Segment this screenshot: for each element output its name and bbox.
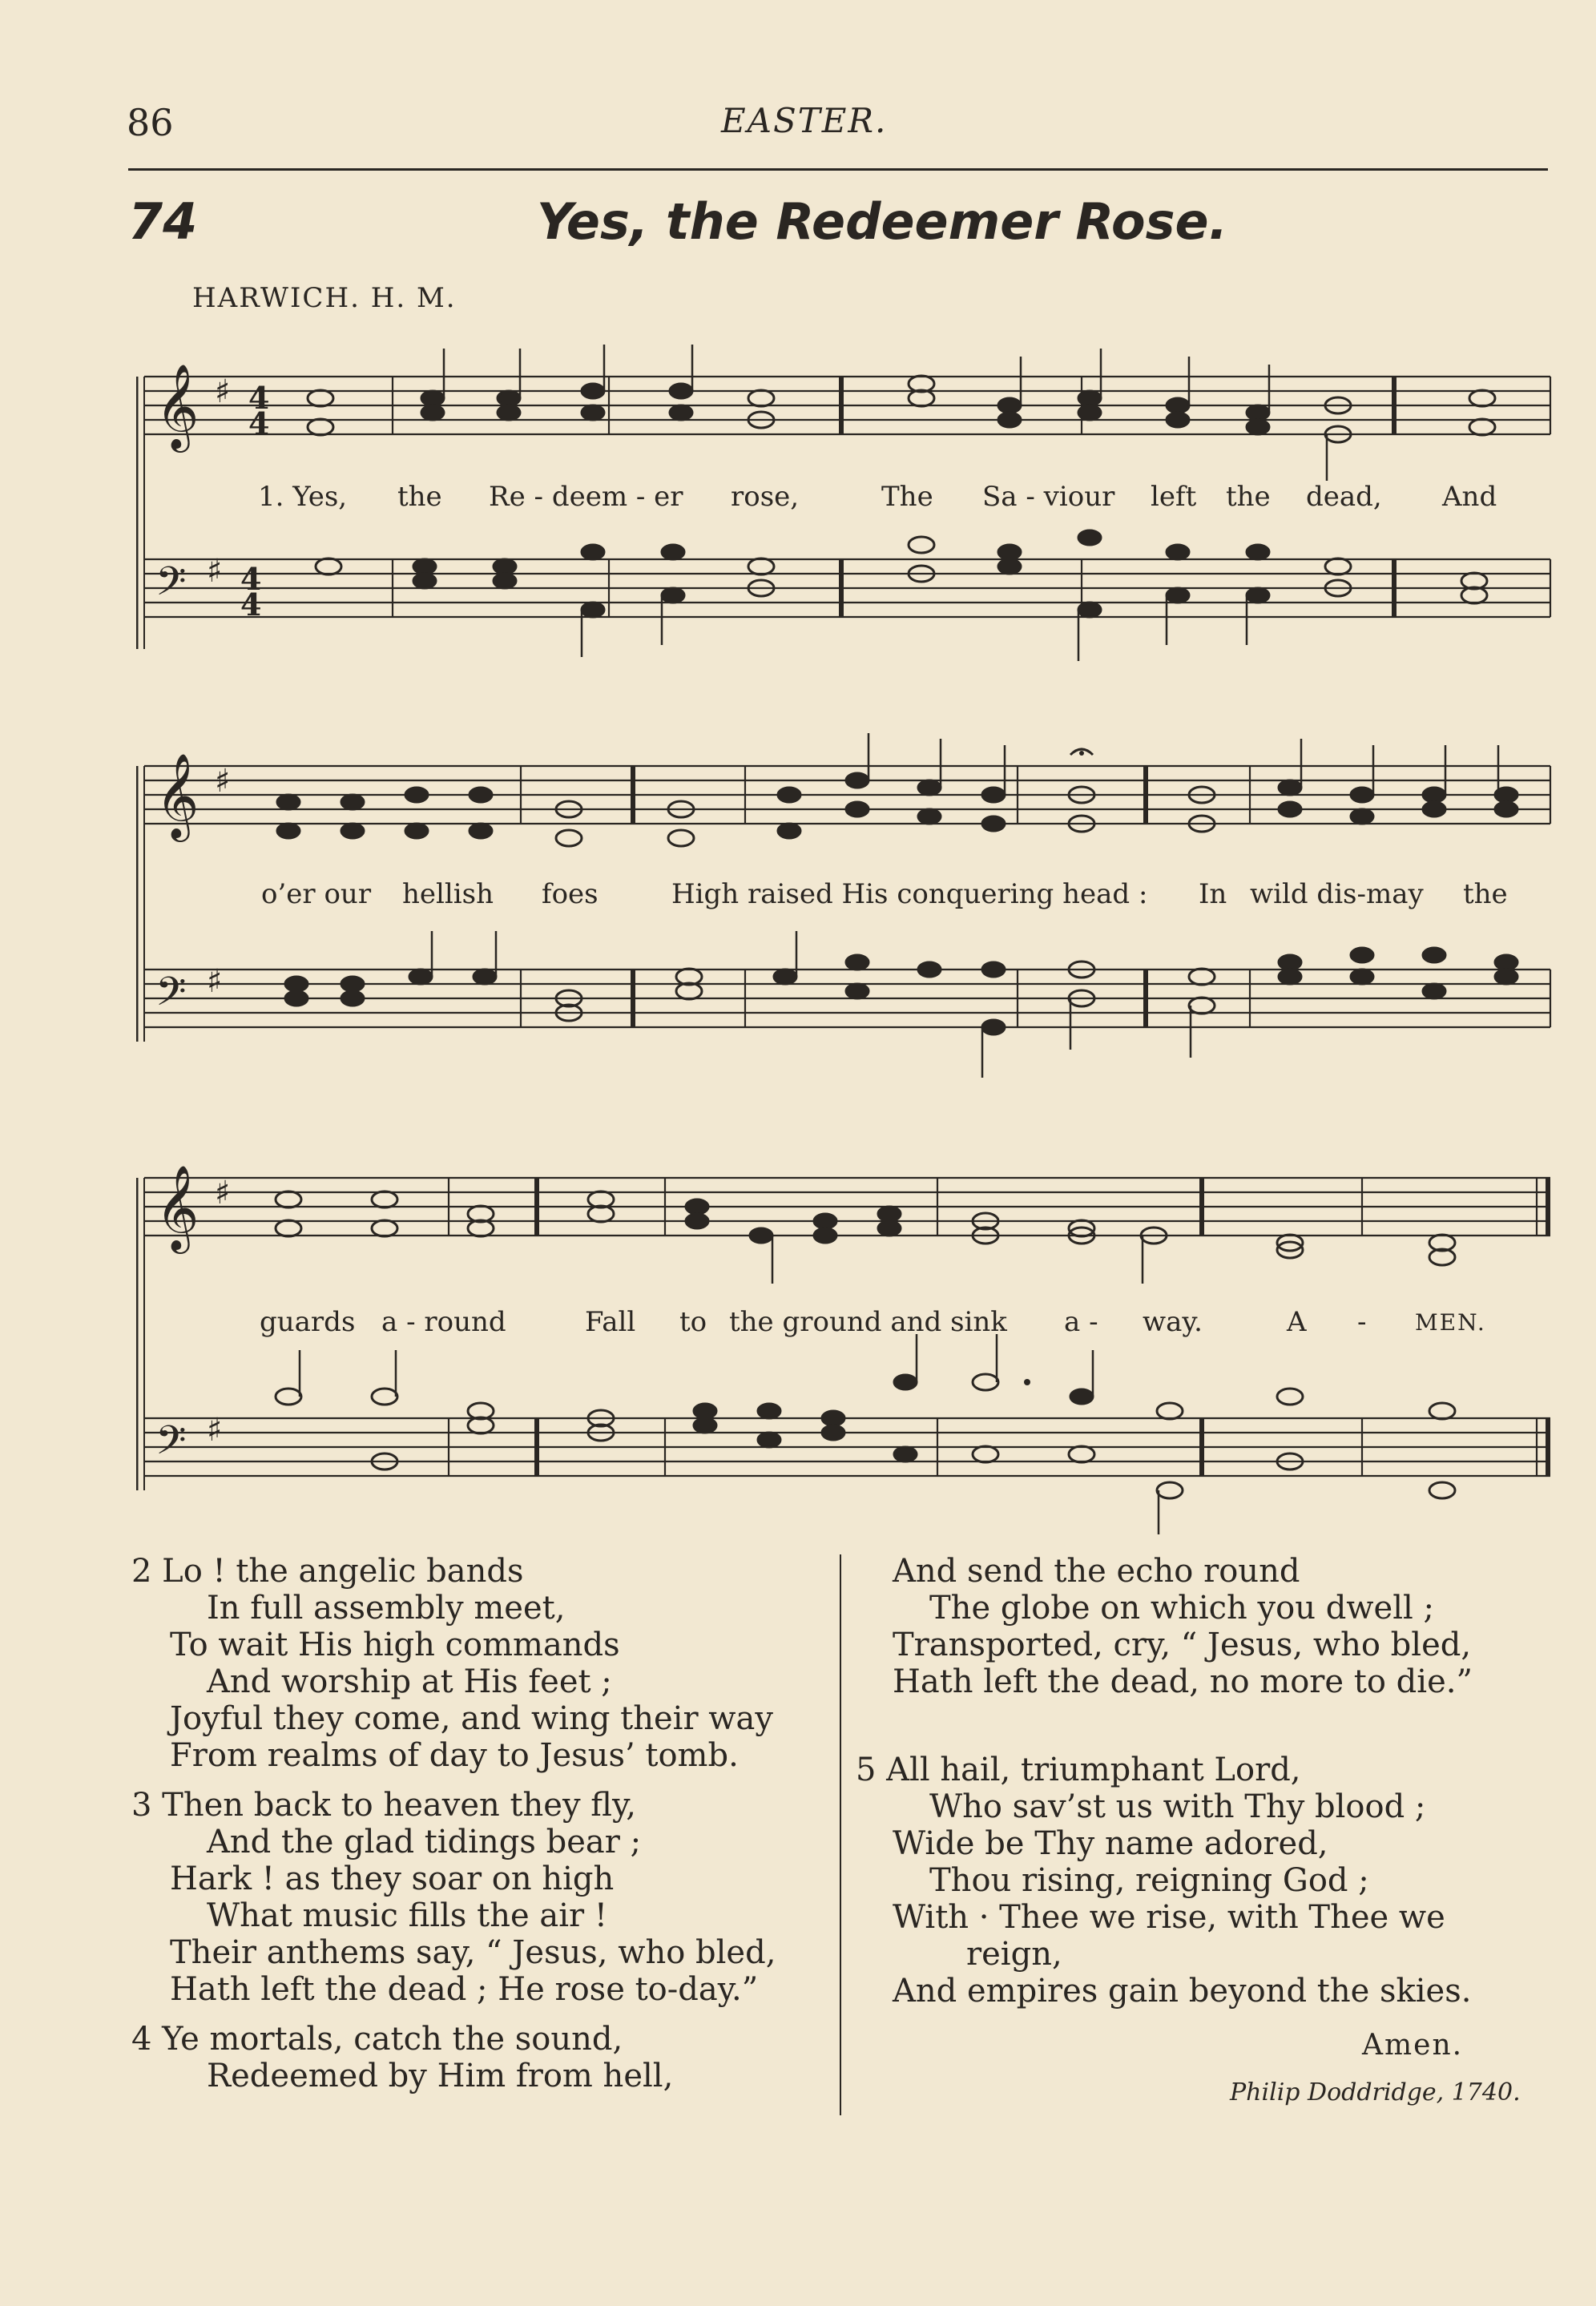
lyric-syllable: a - round — [381, 1306, 506, 1338]
verse-line: Thou rising, reigning God ; — [929, 1862, 1369, 1899]
verse-line: And the glad tidings bear ; — [207, 1824, 642, 1861]
lyric-syllable: left — [1151, 481, 1197, 513]
verse-line: Redeemed by Him from hell, — [207, 2058, 674, 2094]
svg-text:♯: ♯ — [215, 763, 231, 800]
verse-3 — [131, 1787, 828, 2008]
verse-number: 2 — [131, 1553, 152, 1590]
verse-line: With · Thee we rise, with Thee we — [893, 1899, 1445, 1936]
lyric-syllable: dead, — [1306, 481, 1382, 513]
verse-2 — [131, 1553, 828, 1774]
svg-text:𝄞: 𝄞 — [155, 752, 200, 838]
svg-text:𝄢: 𝄢 — [155, 969, 187, 1025]
verse-line: Their anthems say, “ Jesus, who bled, — [170, 1934, 776, 1971]
lyric-syllable: A — [1287, 1306, 1307, 1338]
verse-4-continued — [856, 1553, 1553, 1700]
lyric-syllable: way. — [1143, 1306, 1203, 1338]
lyric-syllable: Re - deem - er — [489, 481, 683, 513]
lyric-syllable: And — [1442, 481, 1497, 513]
verse-line: reign, — [966, 1936, 1062, 1973]
svg-text:𝄞: 𝄞 — [155, 1164, 200, 1250]
verse-line: The globe on which you dwell ; — [929, 1590, 1434, 1627]
verse-line: Ye mortals, catch the sound, — [162, 2021, 623, 2058]
svg-text:𝄞: 𝄞 — [155, 363, 200, 449]
verse-4 — [131, 2021, 828, 2094]
svg-text:♯: ♯ — [215, 1175, 231, 1211]
svg-text:4: 4 — [240, 561, 262, 597]
svg-text:♯: ♯ — [207, 1412, 223, 1449]
lyric-syllable: o’er our — [261, 878, 372, 910]
lyric-syllable: In — [1199, 878, 1227, 910]
running-head: EASTER. — [721, 101, 888, 140]
verse-line: Hark ! as they soar on high — [170, 1861, 615, 1897]
verse-number: 4 — [131, 2021, 152, 2058]
lyric-syllable: the — [1226, 481, 1271, 513]
svg-text:♯: ♯ — [207, 553, 223, 590]
verse-line: All hail, triumphant Lord, — [886, 1752, 1301, 1788]
verse-line: And empires gain beyond the skies. — [893, 1973, 1472, 2010]
column-divider — [840, 1554, 841, 2115]
lyric-syllable: Fall — [585, 1306, 636, 1338]
lyric-syllable: hellish — [402, 878, 494, 910]
lyric-syllable: guards — [260, 1306, 356, 1338]
svg-text:4: 4 — [240, 587, 262, 623]
music-system-1 — [136, 345, 1554, 681]
verses-right-column — [856, 1553, 1553, 2010]
header-rule — [128, 168, 1548, 171]
author-credit: Philip Doddridge, 1740. — [1230, 2078, 1521, 2106]
lyric-syllable: a - — [1064, 1306, 1098, 1338]
svg-text:♯: ♯ — [207, 963, 223, 1000]
lyric-syllable: High raised His conquering head : — [671, 878, 1148, 910]
amen-text: Amen. — [1362, 2029, 1464, 2062]
hymn-title: Yes, the Redeemer Rose. — [537, 192, 1228, 251]
verse-line: Who sav’st us with Thy blood ; — [929, 1788, 1426, 1825]
verse-line: To wait His high commands — [170, 1627, 620, 1663]
verse-number: 3 — [131, 1787, 152, 1824]
lyric-syllable: the — [1463, 878, 1508, 910]
verse-line: Wide be Thy name adored, — [893, 1825, 1328, 1862]
verse-line: What music fills the air ! — [207, 1897, 607, 1934]
verse-line: Hath left the dead ; He rose to-day.” — [170, 1971, 759, 2008]
verse-line: And send the echo round — [893, 1553, 1300, 1590]
lyric-syllable: foes — [542, 878, 598, 910]
tune-name: HARWICH. H. M. — [192, 282, 457, 314]
verse-line: Joyful they come, and wing their way — [170, 1700, 773, 1737]
svg-text:4: 4 — [248, 405, 270, 441]
hymn-number: 74 — [128, 192, 198, 251]
verses-left-column — [131, 1553, 828, 2094]
verse-line: Then back to heaven they fly, — [162, 1787, 636, 1824]
svg-text:𝄢: 𝄢 — [155, 558, 187, 615]
lyric-syllable: MEN. — [1415, 1309, 1486, 1336]
lyric-syllable: to — [679, 1306, 707, 1338]
svg-text:♯: ♯ — [215, 373, 231, 410]
verse-line: Hath left the dead, no more to die.” — [893, 1663, 1473, 1700]
svg-text:𝄢: 𝄢 — [155, 1417, 187, 1474]
lyric-syllable: the ground and sink — [729, 1306, 1007, 1338]
lyric-syllable: the — [397, 481, 442, 513]
lyric-syllable: 1. Yes, — [258, 481, 348, 513]
verse-5 — [856, 1752, 1553, 2010]
lyric-syllable: Sa - viour — [982, 481, 1115, 513]
verse-line: Transported, cry, “ Jesus, who bled, — [893, 1627, 1472, 1663]
verse-line: And worship at His feet ; — [207, 1663, 612, 1700]
lyric-syllable: rose, — [731, 481, 800, 513]
verse-line: Lo ! the angelic bands — [162, 1553, 524, 1590]
lyric-syllable: The — [881, 481, 933, 513]
verse-line: In full assembly meet, — [207, 1590, 566, 1627]
verse-line: From realms of day to Jesus’ tomb. — [170, 1737, 739, 1774]
lyric-syllable: wild dis-may — [1250, 878, 1424, 910]
svg-text:4: 4 — [248, 380, 270, 416]
lyric-syllable: - — [1357, 1306, 1367, 1338]
verse-number: 5 — [856, 1752, 877, 1788]
page-number: 86 — [127, 101, 174, 144]
